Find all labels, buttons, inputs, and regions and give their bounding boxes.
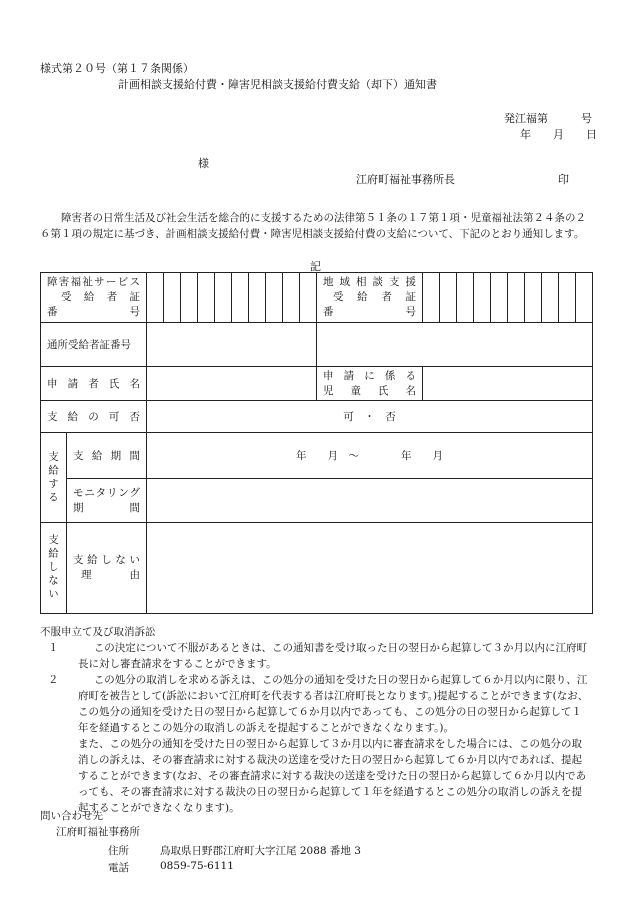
contact-address: 鳥取県日野郡江府町大字江尾 2088 番地 3	[160, 845, 361, 857]
reason-field[interactable]	[147, 523, 593, 614]
table-row	[41, 323, 593, 367]
table-row	[41, 401, 593, 433]
regional-cert-label: 地域相談支援 受給者証 番号	[317, 273, 423, 323]
table-row	[41, 523, 593, 614]
applicant-name-field[interactable]	[147, 367, 317, 401]
digit-box[interactable]	[215, 273, 232, 323]
child-name-field[interactable]	[423, 367, 593, 401]
contact-office: 江府町福祉事務所	[56, 826, 140, 838]
form-number: 様式第２０号（第１７条関係）	[40, 62, 194, 75]
address-label: 住所	[108, 845, 129, 857]
appeal-item-2: この処分の取消しを求める訴えは、この処分の通知を受けた日の翌日から起算して６か月以内に限り、江府町を被告として(訴訟において江府町を代表する者は江府町長となります。)提起することができます(なお、この処分の通知を受けた日の翌日から起算して６か月以内であっても、この処分の日の翌日から起算して１年を経過するとこの処分の取消しの訴えを提起することができなくなります。)。	[78, 674, 589, 734]
commute-cert-field[interactable]	[147, 323, 317, 367]
approval-label: 支給の可否	[41, 401, 147, 433]
digit-box[interactable]	[249, 273, 266, 323]
issue-number: 発江福第 号	[504, 112, 592, 125]
digit-box[interactable]	[474, 273, 491, 323]
digit-box[interactable]	[147, 273, 164, 323]
appeal-item-1: この決定について不服があるときは、この通知書を受け取った日の翌日から起算して３か月以内に江府町長に対し審査請求をすることができます。	[78, 642, 588, 670]
digit-box[interactable]	[198, 273, 215, 323]
table-row	[41, 273, 593, 323]
contact-phone: 0859-75-6111	[160, 860, 234, 872]
table-row	[41, 479, 593, 523]
table-row	[41, 433, 593, 479]
digit-box[interactable]	[440, 273, 457, 323]
intro-paragraph: 障害者の日常生活及び社会生活を総合的に支援するための法律第５１条の１７第１項・児童福祉法第２４条の２６第１項の規定に基づき、計画相談支援給付費・障害児相談支援給付費の支給について、下記のとおり通知します。	[40, 212, 586, 240]
digit-box[interactable]	[300, 273, 317, 323]
digit-box[interactable]	[283, 273, 300, 323]
digit-box[interactable]	[181, 273, 198, 323]
digit-box[interactable]	[457, 273, 474, 323]
digit-box[interactable]	[423, 273, 440, 323]
digit-box[interactable]	[232, 273, 249, 323]
addressee-suffix: 様	[198, 157, 209, 170]
digit-box[interactable]	[164, 273, 181, 323]
period-field[interactable]: 年 月 〜 年 月	[147, 433, 593, 479]
monitoring-field[interactable]	[147, 479, 593, 523]
blank-cell	[317, 323, 593, 367]
digit-box[interactable]	[559, 273, 576, 323]
reason-label: 支給しない 理由	[67, 523, 147, 614]
digit-box[interactable]	[576, 273, 593, 323]
appeal-item-number: ２	[48, 674, 59, 686]
issuer-name: 江府町福祉事務所長	[356, 173, 455, 186]
contact-heading: 問い合わせ先	[40, 810, 103, 822]
digit-box[interactable]	[491, 273, 508, 323]
service-cert-label: 障害福祉サービス 受給者証 番号	[41, 273, 147, 323]
appeal-heading: 不服申立て及び取消訴訟	[40, 626, 156, 638]
supply-group-label: 支給する	[41, 433, 67, 523]
period-label: 支給期間	[67, 433, 147, 479]
ki-mark: 記	[310, 260, 321, 273]
commute-cert-label: 通所受給者証番号	[41, 323, 147, 367]
notice-table	[40, 272, 593, 614]
table-row	[41, 367, 593, 401]
child-name-label: 申請に係る 児童氏名	[317, 367, 423, 401]
phone-label: 電話	[108, 862, 129, 874]
monitoring-label: モニタリング 期間	[67, 479, 147, 523]
approval-choice[interactable]: 可 ・ 否	[147, 401, 593, 433]
issue-date: 年 月 日	[520, 128, 597, 141]
digit-box[interactable]	[508, 273, 525, 323]
seal-mark: 印	[558, 173, 569, 186]
nosupply-group-label: 支給しない	[41, 523, 67, 614]
digit-box[interactable]	[542, 273, 559, 323]
digit-box[interactable]	[266, 273, 283, 323]
applicant-name-label: 申請者氏名	[41, 367, 147, 401]
appeal-item-2-continued: また、この処分の通知を受けた日の翌日から起算して３か月以内に審査請求をした場合には、この処分の取消しの訴えは、その審査請求に対する裁決の送達を受けた日の翌日から起算して６か月以内であれば、提起することができます(なお、その審査請求に対する裁決の送達を受けた日の翌日から起算して６か月以内であっても、その審査請求に対する裁決の日の翌日から起算して１年を経過するとこの処分の取消しの訴えを提起することができなくなります)。	[78, 738, 587, 814]
document-title: 計画相談支援給付費・障害児相談支援給付費支給（却下）通知書	[118, 78, 437, 91]
digit-box[interactable]	[525, 273, 542, 323]
appeal-item-number: １	[48, 642, 59, 654]
